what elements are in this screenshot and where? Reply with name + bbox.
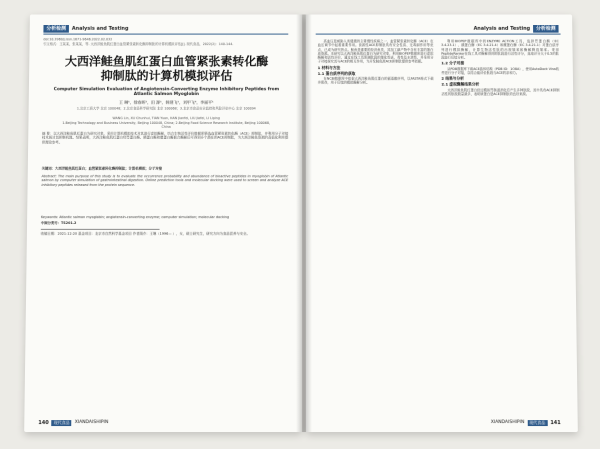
english-authors: WANG Lin, XU Chunhui, TIAN Yuan, HAN Jianfei, LIU Jiafei, LI Liping bbox=[112, 116, 220, 121]
left-page bbox=[24, 14, 302, 432]
right-page-number: 141 bbox=[550, 419, 561, 426]
column-2-paragraph-3: 大西洋鲑鱼肌红蛋白经过模拟胃肠道消化后产生多种肽段，其中具有ACE抑制活性的肽段数量最多，表明该蛋白是ACE抑制肽的良好来源。 bbox=[441, 87, 560, 96]
title-line-1: 大西洋鲑鱼肌红蛋白血管紧张素转化酶 bbox=[64, 54, 269, 69]
footnote-rule bbox=[41, 229, 160, 230]
section-2-heading: 2 结果与分析 bbox=[441, 75, 464, 81]
column-2-paragraph-2: 从PDB数据库下载ACE晶体结构（PDB ID：1O8A），使用AutoDock Vina软件进行分子对接，以结合能评价肽段与ACE的亲和力。 bbox=[441, 66, 560, 75]
left-header-label: Analysis and Testing bbox=[71, 25, 129, 32]
column-1-paragraph-2: 在NCBI数据库中检索大西洋鲑鱼肌红蛋白的氨基酸序列，以FASTA格式下载并保存，用于后续的模拟酶解分析。 bbox=[317, 76, 434, 85]
abstract-en: Abstract: The main purpose of this study is to evaluate the occurrence probability and abundance of bioactive peptides in myoglobin of Atlantic salmon by computer simulation of gastrointestinal digestion. Online prediction tools and molecular docking were used to screen and analyze ACE inhibitory peptides released from the protein sequence. bbox=[41, 174, 289, 187]
left-header-tag: 分析检测 bbox=[43, 25, 69, 33]
section-1-2-heading: 1.2 分子对接 bbox=[441, 60, 465, 66]
left-page-number: 140 bbox=[38, 419, 49, 426]
magazine-spread bbox=[6, 14, 596, 444]
right-page bbox=[306, 14, 578, 432]
affiliations: 1.北京工商大学 北京 100048；2.北京食品科学研究院 北京 100068；3.北京市食品安全监控和风险评估中心 北京 100094 bbox=[76, 106, 256, 111]
book-gutter bbox=[296, 14, 312, 432]
doi-line: doi:10.3969/j.issn.1671-9646.2022.02.032 bbox=[43, 37, 113, 42]
right-header bbox=[473, 24, 558, 33]
left-header-rule bbox=[43, 34, 288, 35]
keywords-en: Keywords: Atlantic salmon myoglobin; angiotensin-converting enzyme; computer simulation; molecular docking bbox=[40, 215, 230, 220]
section-1-1-heading: 1.1 蛋白质序列的获取 bbox=[317, 70, 356, 76]
keywords-cn: 关键词：大西洋鲑鱼肌红蛋白；血管紧张素转化酶抑制肽；计算机模拟；分子对接 bbox=[41, 166, 163, 171]
right-header-tag: 分析检测 bbox=[533, 25, 559, 33]
english-title: Computer Simulation Evaluation of Angiotensin-Converting Enzyme Inhibitory Peptides from Atlantic Salmon Myoglobin bbox=[53, 87, 280, 98]
clc-number: 中图分类号：TS201.2 bbox=[40, 221, 77, 225]
footnote: 收稿日期：2021-12-20 基金项目：北京市自然科学基金项目 作者简介：王琳（1996— ），女，硕士研究生，研究方向为食品营养与安全。 bbox=[40, 231, 250, 236]
right-header-rule bbox=[316, 34, 561, 35]
english-affiliations: 1.Beijing Technology and Business University, Beijing 100048, China; 2.Beijing Food Science Research Institute, Beijing 100068, China bbox=[62, 121, 271, 130]
left-footer bbox=[38, 419, 108, 426]
citation-line: 引文格式：王某某，张某某，等. 大西洋鲑鱼肌红蛋白血管紧张素转化酶抑制肽的计算机模拟评估[J]. 现代食品，2022(2)：140-144. bbox=[43, 42, 234, 47]
section-1-heading: 1 材料与方法 bbox=[317, 64, 341, 70]
left-footer-tag: 现代食品 bbox=[52, 420, 72, 426]
title-line-2: 抑制肽的计算机模拟评估 bbox=[100, 69, 233, 83]
left-footer-label: XIANDAISHIPIN bbox=[74, 420, 109, 426]
right-column-1 bbox=[318, 39, 436, 360]
column-1-paragraph: 高血压是威胁人类健康的主要慢性疾病之一，血管紧张素转化酶（ACE）在血压调节中起着重要作用。食源性ACE抑制肽具有安全性高、无毒副作用等优点，已成为研究热点。鲑鱼是重要的经济鱼类，其加工副产物中含有丰富的蛋白质资源。本研究以大西洋鲑鱼肌红蛋白为研究对象，利用BIOPEP数据库进行虚拟酶解和活性评价，通过在线工具预测肽段的理化性质、毒性及水溶性，并采用分子对接探究其与ACE的相互作用，为开发鲑鱼源ACE抑制肽提供参考依据。 bbox=[317, 39, 434, 64]
right-footer-label: XIANDAISHIPIN bbox=[490, 420, 525, 426]
authors: 王 琳¹，徐春晖²，田 源¹，韩建飞¹，刘甲飞³，李丽平¹ bbox=[119, 99, 214, 105]
left-header bbox=[43, 24, 128, 33]
right-footer-tag: 现代食品 bbox=[527, 420, 547, 426]
abstract-cn: 摘 要：以大西洋鲑鱼肌红蛋白为研究对象，采用计算机模拟技术对其进行虚拟酶解，结合生物活性评价数据库筛选血管紧张素转化酶（ACE）抑制肽，并利用分子对接技术探讨其抑制机理。结果表明，大西洋鲑鱼肌红蛋白经胃蛋白酶、胰蛋白酶和糜蛋白酶联合酶解后可得到多个潜在的ACE抑制肽，为大西洋鲑鱼资源的高值化利用提供理论参考。 bbox=[41, 131, 289, 144]
column-2-paragraph: 利用BIOPEP数据库中的ENZYME ACTION工具，选择胃蛋白酶（EC 3.4.23.1）、胰蛋白酶（EC 3.4.21.4）和糜蛋白酶（EC 3.4.21.1）对蛋白质序列进行模拟酶解，计算生物活性肽的出现频率和酶解释放频率。采用PeptideRanker在线工具对酶解得到的肽段进行活性评分，选取评分大于0.5的肽段进行后续分析。 bbox=[441, 39, 559, 60]
right-column-2 bbox=[441, 39, 563, 360]
right-footer bbox=[491, 419, 564, 426]
right-header-label: Analysis and Testing bbox=[473, 25, 531, 32]
section-2-1-heading: 2.1 虚拟酶解结果分析 bbox=[441, 81, 480, 87]
